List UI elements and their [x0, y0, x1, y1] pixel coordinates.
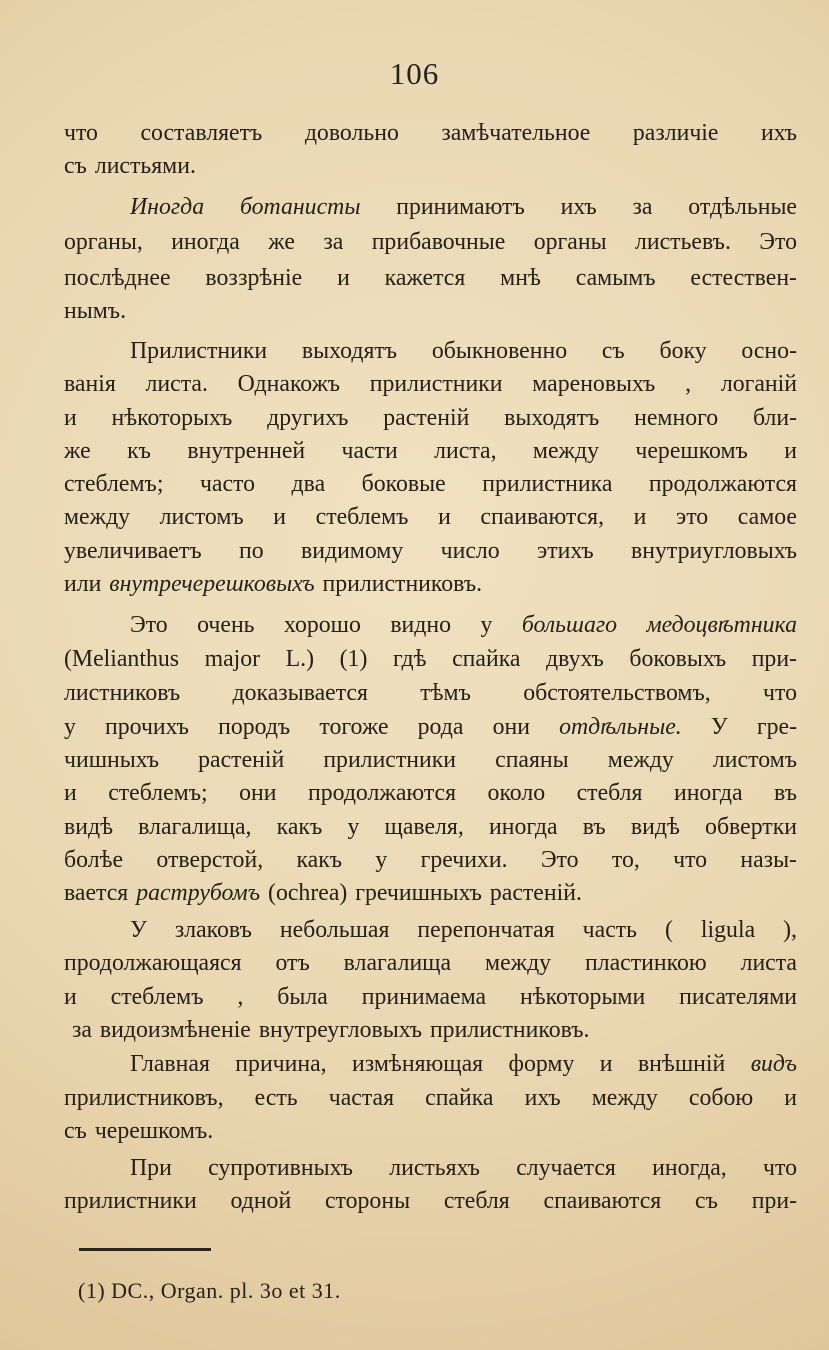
italic-text-segment: внутречерешковыхъ	[109, 571, 315, 597]
text-line	[72, 1013, 797, 1047]
text-segment: Главная причина, измѣняющая форму и внѣшній	[130, 1051, 751, 1077]
text-line	[64, 367, 797, 401]
text-segment: При супротивныхъ листьяхъ случается иногда, что	[130, 1155, 797, 1181]
text-segment: видѣ влагалища, какъ у щавеля, иногда въ видѣ обвертки	[64, 814, 797, 840]
text-segment: или	[64, 571, 110, 597]
text-segment: органы, иногда же за прибавочные органы листьевъ. Это	[64, 229, 797, 255]
text-line	[64, 401, 797, 435]
text-segment: и стеблемъ; они продолжаются около стебля иногда въ	[64, 780, 797, 806]
text-segment: у прочихъ породъ тогоже рода они	[64, 714, 560, 740]
text-segment: стеблемъ; часто два боковые прилистника продолжаются	[64, 471, 797, 497]
text-line	[130, 913, 797, 947]
text-segment: и стеблемъ , была принимаема нѣкоторыми писателями	[64, 984, 797, 1010]
text-segment: съ черешкомъ.	[64, 1118, 214, 1144]
text-segment: прилистниковъ.	[314, 571, 483, 597]
page-number: 106	[389, 56, 440, 91]
text-segment: и нѣкоторыхъ другихъ растеній выходятъ немного бли-	[64, 405, 797, 431]
text-segment: У гре-	[681, 714, 797, 740]
text-segment: за видоизмѣненіе внутреугловыхъ прилистниковъ.	[72, 1017, 590, 1043]
text-line	[64, 776, 797, 810]
italic-text-segment: отдѣльные.	[559, 714, 682, 740]
text-line	[64, 642, 797, 676]
text-line	[64, 980, 797, 1014]
text-segment: же къ внутренней части листа, между черешкомъ и	[64, 438, 797, 464]
text-line	[64, 876, 797, 910]
text-line	[64, 1114, 797, 1148]
text-segment: продолжающаяся отъ влагалища между пластинкою листа	[64, 950, 797, 976]
text-line	[64, 843, 797, 877]
text-line	[64, 294, 797, 328]
text-segment: Это очень хорошо видно у	[130, 612, 522, 638]
text-line	[130, 334, 797, 368]
text-line	[64, 676, 797, 710]
text-line	[64, 710, 797, 744]
text-segment: Прилистники выходятъ обыкновенно съ боку осно-	[130, 338, 797, 364]
text-line	[64, 743, 797, 777]
text-line	[64, 434, 797, 468]
text-line	[64, 1184, 797, 1218]
italic-text-segment: Иногда ботанисты	[130, 194, 397, 220]
text-segment: чишныхъ растеній прилистники спаяны между листомъ	[64, 747, 797, 773]
italic-text-segment: видъ	[750, 1051, 797, 1077]
text-line	[64, 261, 797, 295]
text-segment: (Melianthus major L.) (1) гдѣ спайка двухъ боковыхъ при-	[64, 646, 797, 672]
text-segment: У злаковъ небольшая перепончатая часть ( ligula ),	[130, 917, 797, 943]
text-segment: послѣднее воззрѣніе и кажется мнѣ самымъ естествен-	[64, 265, 797, 291]
text-line	[64, 467, 797, 501]
text-line	[64, 500, 797, 534]
text-line	[64, 810, 797, 844]
text-line	[130, 1047, 797, 1081]
footnote-divider	[79, 1248, 211, 1251]
text-segment: (ochrea) гречишныхъ растеній.	[260, 880, 582, 906]
text-segment: принимаютъ ихъ за отдѣльные	[396, 194, 797, 220]
text-segment: съ листьями.	[64, 153, 196, 179]
italic-text-segment: большаго медоцвѣтника	[521, 612, 797, 638]
text-line	[130, 608, 797, 642]
italic-text-segment: раструбомъ	[136, 880, 261, 906]
text-line	[64, 149, 797, 183]
text-segment: прилистники одной стороны стебля спаиваются съ при-	[64, 1188, 797, 1214]
text-segment: увеличиваетъ по видимому число этихъ внутриугловыхъ	[64, 538, 797, 564]
text-segment: листниковъ доказывается тѣмъ обстоятельствомъ, что	[64, 680, 797, 706]
footnote: (1) DC., Organ. pl. 3o et 31.	[78, 1278, 341, 1303]
text-segment: вается	[64, 880, 137, 906]
text-segment: прилистниковъ, есть частая спайка ихъ между собою и	[64, 1085, 797, 1111]
text-line	[64, 567, 797, 601]
text-line	[64, 116, 797, 150]
text-segment: ванія листа. Однакожъ прилистники мареновыхъ , логаній	[64, 371, 797, 397]
text-line	[64, 946, 797, 980]
text-line	[64, 1081, 797, 1115]
text-line	[130, 190, 797, 224]
text-segment: болѣе отверстой, какъ у гречихи. Это то, что назы-	[64, 847, 797, 873]
text-segment: что составляетъ довольно замѣчательное различіе ихъ	[64, 120, 797, 146]
text-line	[64, 225, 797, 259]
text-segment: между листомъ и стеблемъ и спаиваются, и это самое	[64, 504, 797, 530]
text-segment: нымъ.	[64, 298, 127, 324]
text-line	[64, 534, 797, 568]
text-line	[130, 1151, 797, 1185]
